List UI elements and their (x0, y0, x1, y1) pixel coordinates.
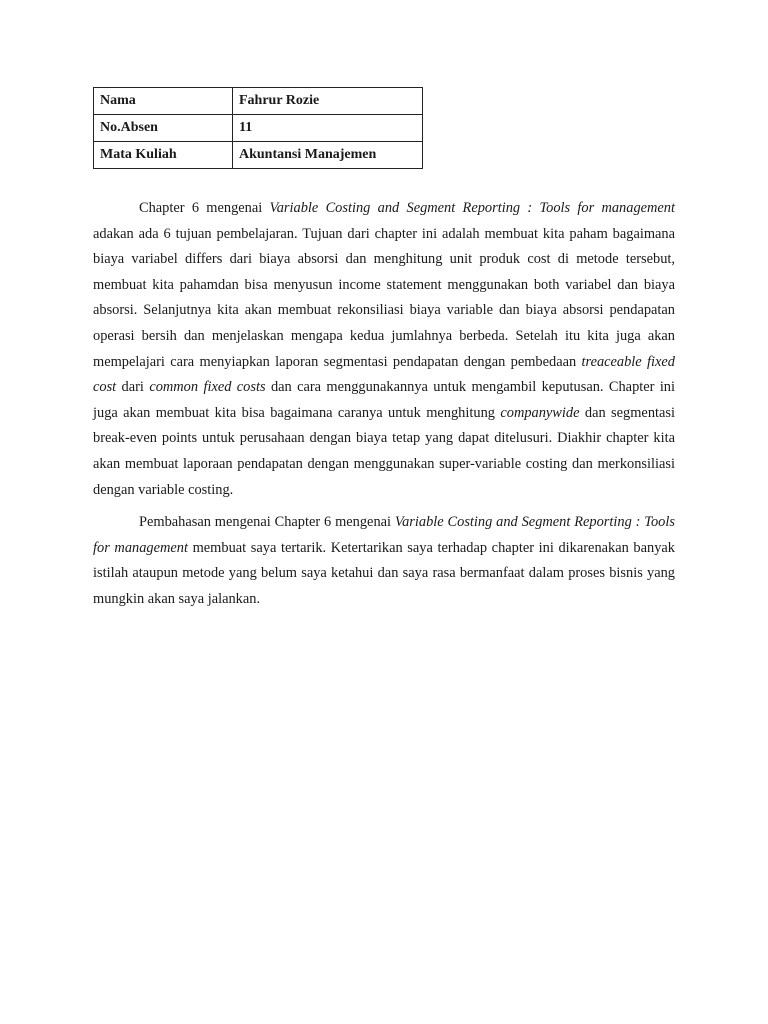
row-value: Akuntansi Manajemen (233, 142, 423, 169)
paragraph-opinion (93, 510, 675, 612)
row-label: No.Absen (94, 115, 233, 142)
italic-term: treaceable fixed cost (93, 353, 675, 396)
text-run: adakan ada 6 tujuan pembelajaran. Tujuan dari chapter ini adalah membuat kita paham bagaimana biaya variabel differs dari biaya absorsi dan menghitung unit produk cost di metode tersebut, membuat kita pahamdan bisa menyusun income statement menggunakan both variabel dan biaya absorsi. Selanjutnya kita akan membuat rekonsiliasi biaya variable dan biaya absorsi pendapatan operasi bersih dan menjelaskan mengapa kedua jumlahnya berbeda. Setelah itu kita juga akan mempelajari cara menyiapkan laporan segmentasi pendapatan dengan pembedaan (93, 225, 675, 370)
text-run: dari (116, 379, 150, 396)
row-label: Mata Kuliah (94, 142, 233, 169)
text-run: membuat saya tertarik. Ketertarikan saya terhadap chapter ini dikarenakan banyak istilah ataupun metode yang belum saya ketahui dan saya rasa bermanfaat dalam proses bisnis yang mungkin akan saya jalankan. (93, 539, 675, 607)
text-run: Pembahasan mengenai Chapter 6 mengenai (139, 514, 395, 531)
row-label: Nama (94, 88, 233, 115)
row-value: 11 (233, 115, 423, 142)
table-row-mata-kuliah (94, 142, 423, 169)
italic-term: common fixed costs (149, 379, 266, 396)
text-run: dan segmentasi break-even points untuk perusahaan dengan biaya tetap yang dapat ditelusuri. Diakhir chapter kita akan membuat laporaan pendapatan dengan menggunakan super-variable costing dan merkonsiliasi dengan variable costing. (93, 404, 676, 498)
row-value: Fahrur Rozie (233, 88, 423, 115)
italic-title: Variable Costing and Segment Reporting : Tools for management (93, 514, 675, 556)
italic-title: Variable Costing and Segment Reporting : Tools for management (269, 200, 675, 216)
text-run: Chapter 6 mengenai (139, 200, 270, 216)
student-info-table (93, 87, 423, 169)
essay-body (93, 196, 675, 613)
table-row-nama (94, 88, 423, 115)
text-run: dan cara menggunakannya untuk mengambil keputusan. Chapter ini juga akan membuat kita bisa bagaimana caranya untuk menghitung (93, 379, 676, 421)
table-row-no-absen (94, 115, 423, 142)
paragraph-intro (93, 196, 675, 503)
italic-term: companywide (500, 404, 580, 421)
